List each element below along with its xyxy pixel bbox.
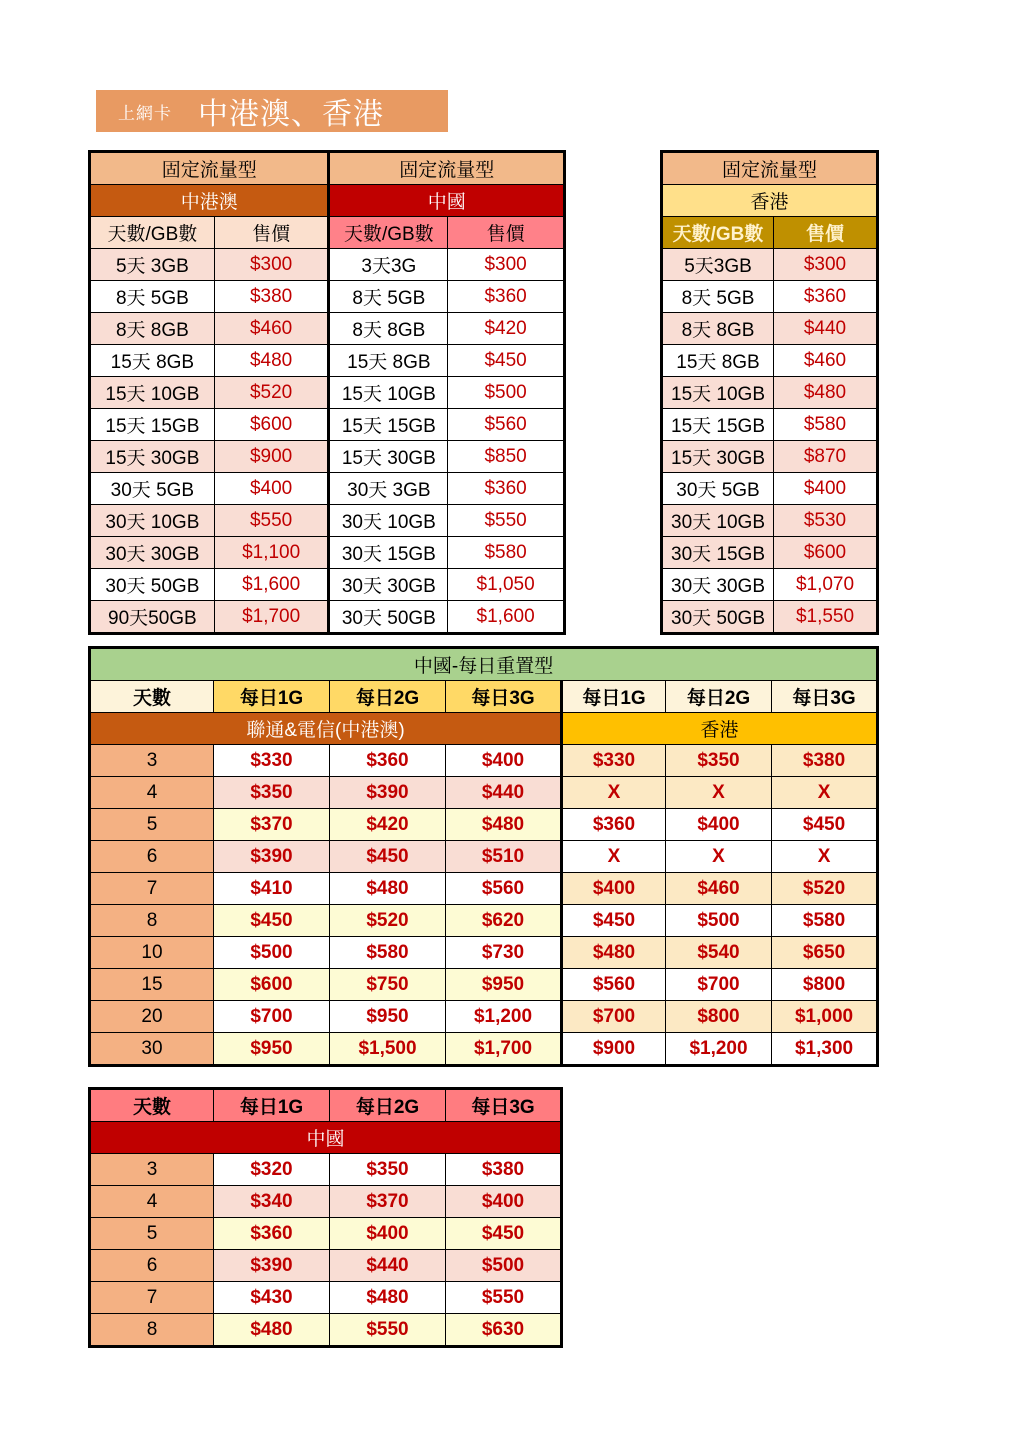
price-cell: $560 [448, 409, 565, 441]
plan-cell: 15天 15GB [329, 409, 448, 441]
table-row [662, 345, 878, 377]
days-cell: 8 [90, 905, 214, 937]
price-cell: $460 [666, 873, 772, 905]
days-cell: 4 [90, 777, 214, 809]
price-cell: $600 [214, 969, 330, 1001]
page-title-banner [96, 90, 448, 132]
price-cell: $1,050 [448, 569, 565, 601]
price-cell: $480 [330, 1282, 446, 1314]
fixed-quota-table-cn [88, 150, 566, 635]
price-cell: $510 [446, 841, 562, 873]
price-cell: $390 [214, 1250, 330, 1282]
price-cell: $410 [214, 873, 330, 905]
price-cell: $530 [774, 505, 878, 537]
col-header-2g-left: 每日2G [330, 681, 446, 713]
price-cell: $1,000 [772, 1001, 878, 1033]
table-row-group-header [90, 713, 878, 745]
plan-cell: 15天 30GB [662, 441, 774, 473]
price-cell: $630 [446, 1314, 562, 1347]
table-row-column-header [662, 217, 878, 249]
price-cell: $400 [446, 745, 562, 777]
price-cell: $450 [448, 345, 565, 377]
price-cell: $460 [774, 345, 878, 377]
price-cell: $1,070 [774, 569, 878, 601]
plan-cell: 15天 8GB [662, 345, 774, 377]
price-cell: $520 [214, 377, 329, 409]
price-cell: $380 [214, 281, 329, 313]
plan-cell: 30天 30GB [329, 569, 448, 601]
price-cell: $870 [774, 441, 878, 473]
price-cell: $1,550 [774, 601, 878, 634]
col-header-3g-left: 每日3G [446, 681, 562, 713]
table-row [662, 601, 878, 634]
table-row [90, 473, 565, 505]
table-row [90, 1154, 562, 1186]
price-cell: $1,200 [446, 1001, 562, 1033]
price-cell: $380 [446, 1154, 562, 1186]
price-cell: $550 [446, 1282, 562, 1314]
price-cell: $850 [448, 441, 565, 473]
plan-cell: 30天 50GB [662, 601, 774, 634]
price-cell: $1,600 [214, 569, 329, 601]
col-header-1g-right: 每日1G [562, 681, 666, 713]
table-row [90, 249, 565, 281]
price-cell: $500 [446, 1250, 562, 1282]
price-cell: $320 [214, 1154, 330, 1186]
price-cell: $620 [446, 905, 562, 937]
table-row [90, 377, 565, 409]
price-cell: X [666, 841, 772, 873]
price-cell: $400 [774, 473, 878, 505]
price-cell: $1,700 [214, 601, 329, 634]
col-header-price-mid: 售價 [448, 217, 565, 249]
table-row [90, 1001, 878, 1033]
region-label-china: 中國 [329, 185, 565, 217]
days-cell: 6 [90, 1250, 214, 1282]
price-cell: $440 [330, 1250, 446, 1282]
price-cell: $360 [448, 281, 565, 313]
plan-cell: 8天 8GB [662, 313, 774, 345]
table-row-column-header [90, 217, 565, 249]
type-label-right: 固定流量型 [662, 152, 878, 185]
price-cell: $580 [772, 905, 878, 937]
days-cell: 7 [90, 873, 214, 905]
price-cell: X [772, 777, 878, 809]
price-cell: $450 [330, 841, 446, 873]
price-cell: $420 [448, 313, 565, 345]
price-cell: X [666, 777, 772, 809]
price-cell: $350 [214, 777, 330, 809]
plan-cell: 15天 15GB [662, 409, 774, 441]
price-cell: $300 [448, 249, 565, 281]
price-cell: $450 [446, 1218, 562, 1250]
price-cell: $370 [330, 1186, 446, 1218]
plan-cell: 15天 15GB [90, 409, 215, 441]
col-header-1g: 每日1G [214, 1089, 330, 1122]
price-cell: $650 [772, 937, 878, 969]
price-cell: $550 [214, 505, 329, 537]
plan-cell: 8天 5GB [662, 281, 774, 313]
table-row [90, 745, 878, 777]
price-cell: $580 [774, 409, 878, 441]
col-header-days-left: 天數/GB數 [90, 217, 215, 249]
price-cell: $450 [772, 809, 878, 841]
table-row [90, 505, 565, 537]
plan-cell: 30天 5GB [90, 473, 215, 505]
price-cell: X [562, 777, 666, 809]
col-header-days-right: 天數/GB數 [662, 217, 774, 249]
table-row [662, 281, 878, 313]
price-cell: $400 [446, 1186, 562, 1218]
price-cell: $580 [448, 537, 565, 569]
table-row [90, 1186, 562, 1218]
daily-reset-title: 中國-每日重置型 [90, 648, 878, 681]
price-cell: $560 [446, 873, 562, 905]
price-cell: $430 [214, 1282, 330, 1314]
price-cell: X [562, 841, 666, 873]
table-row-type-header [90, 152, 565, 185]
price-cell: $800 [772, 969, 878, 1001]
price-cell: $460 [214, 313, 329, 345]
price-cell: $480 [774, 377, 878, 409]
price-cell: $700 [214, 1001, 330, 1033]
price-cell: $580 [330, 937, 446, 969]
plan-cell: 90天50GB [90, 601, 215, 634]
col-header-price-left: 售價 [214, 217, 329, 249]
days-cell: 5 [90, 1218, 214, 1250]
plan-cell: 15天 30GB [90, 441, 215, 473]
days-cell: 3 [90, 1154, 214, 1186]
price-cell: $400 [666, 809, 772, 841]
table-row [90, 841, 878, 873]
price-cell: $950 [214, 1033, 330, 1066]
price-cell: $360 [214, 1218, 330, 1250]
price-cell: $380 [772, 745, 878, 777]
plan-cell: 3天3G [329, 249, 448, 281]
price-cell: $750 [330, 969, 446, 1001]
region-label-hongkong: 香港 [662, 185, 878, 217]
table-row [662, 505, 878, 537]
plan-cell: 30天 10GB [329, 505, 448, 537]
col-header-3g-right: 每日3G [772, 681, 878, 713]
col-header-days: 天數 [90, 1089, 214, 1122]
price-cell: $540 [666, 937, 772, 969]
group-label-unicom-telecom: 聯通&電信(中港澳) [90, 713, 562, 745]
col-header-1g-left: 每日1G [214, 681, 330, 713]
plan-cell: 30天 5GB [662, 473, 774, 505]
table-row [90, 969, 878, 1001]
price-cell: $360 [774, 281, 878, 313]
plan-cell: 15天 8GB [329, 345, 448, 377]
plan-cell: 30天 15GB [662, 537, 774, 569]
price-cell: $480 [214, 345, 329, 377]
plan-cell: 30天 30GB [90, 537, 215, 569]
table-row [90, 601, 565, 634]
table-row [90, 905, 878, 937]
price-cell: $900 [214, 441, 329, 473]
table-row [662, 409, 878, 441]
table-row [662, 249, 878, 281]
price-cell: $350 [330, 1154, 446, 1186]
price-cell: $500 [448, 377, 565, 409]
price-cell: $520 [772, 873, 878, 905]
price-cell: $330 [562, 745, 666, 777]
price-cell: $450 [214, 905, 330, 937]
price-cell: $360 [562, 809, 666, 841]
price-cell: $520 [330, 905, 446, 937]
price-cell: $1,300 [772, 1033, 878, 1066]
table-row [662, 537, 878, 569]
price-cell: $900 [562, 1033, 666, 1066]
price-cell: $390 [330, 777, 446, 809]
price-cell: $480 [214, 1314, 330, 1347]
table-row [90, 873, 878, 905]
price-cell: $330 [214, 745, 330, 777]
price-cell: $480 [446, 809, 562, 841]
plan-cell: 15天 10GB [329, 377, 448, 409]
plan-cell: 8天 8GB [329, 313, 448, 345]
table-row [90, 313, 565, 345]
col-header-price-right: 售價 [774, 217, 878, 249]
table-row [90, 409, 565, 441]
price-cell: $300 [214, 249, 329, 281]
table-row [90, 1282, 562, 1314]
table-row-column-header [90, 681, 878, 713]
region-label-cn-hk-mo: 中港澳 [90, 185, 329, 217]
price-cell: $370 [214, 809, 330, 841]
table-row [90, 441, 565, 473]
plan-cell: 30天 50GB [90, 569, 215, 601]
price-cell: X [772, 841, 878, 873]
days-cell: 7 [90, 1282, 214, 1314]
plan-cell: 30天 10GB [90, 505, 215, 537]
price-cell: $550 [448, 505, 565, 537]
plan-cell: 5天3GB [662, 249, 774, 281]
daily-china-table [88, 1087, 563, 1348]
price-cell: $360 [448, 473, 565, 505]
days-cell: 15 [90, 969, 214, 1001]
plan-cell: 8天 5GB [329, 281, 448, 313]
price-cell: $950 [446, 969, 562, 1001]
price-cell: $730 [446, 937, 562, 969]
price-cell: $1,500 [330, 1033, 446, 1066]
price-cell: $300 [774, 249, 878, 281]
table-row [90, 537, 565, 569]
price-cell: $1,100 [214, 537, 329, 569]
price-cell: $400 [214, 473, 329, 505]
days-cell: 3 [90, 745, 214, 777]
plan-cell: 30天 50GB [329, 601, 448, 634]
days-cell: 6 [90, 841, 214, 873]
days-cell: 4 [90, 1186, 214, 1218]
price-cell: $480 [562, 937, 666, 969]
price-cell: $700 [562, 1001, 666, 1033]
table-row [90, 1033, 878, 1066]
type-label-mid: 固定流量型 [329, 152, 565, 185]
price-cell: $1,600 [448, 601, 565, 634]
price-cell: $350 [666, 745, 772, 777]
days-cell: 5 [90, 809, 214, 841]
plan-cell: 8天 5GB [90, 281, 215, 313]
table-row [90, 345, 565, 377]
price-cell: $800 [666, 1001, 772, 1033]
table-row [662, 473, 878, 505]
table-row-title [90, 648, 878, 681]
table-row-region-header [662, 185, 878, 217]
plan-cell: 8天 8GB [90, 313, 215, 345]
price-cell: $500 [214, 937, 330, 969]
title-badge-label: 上網卡 [118, 103, 172, 123]
table-row [90, 1250, 562, 1282]
table-row [90, 777, 878, 809]
plan-cell: 15天 10GB [662, 377, 774, 409]
days-cell: 20 [90, 1001, 214, 1033]
table-row [90, 1314, 562, 1347]
price-cell: $700 [666, 969, 772, 1001]
table-row-type-header [662, 152, 878, 185]
table-row [662, 441, 878, 473]
price-cell: $440 [774, 313, 878, 345]
price-cell: $390 [214, 841, 330, 873]
price-cell: $450 [562, 905, 666, 937]
col-header-days: 天數 [90, 681, 214, 713]
daily-reset-table [88, 646, 879, 1067]
fixed-quota-table-hk [660, 150, 879, 635]
price-cell: $440 [446, 777, 562, 809]
price-cell: $400 [330, 1218, 446, 1250]
price-cell: $600 [774, 537, 878, 569]
plan-cell: 30天 3GB [329, 473, 448, 505]
type-label-left: 固定流量型 [90, 152, 329, 185]
table-row [90, 1218, 562, 1250]
table-row-region-header [90, 185, 565, 217]
price-cell: $600 [214, 409, 329, 441]
plan-cell: 15天 30GB [329, 441, 448, 473]
price-cell: $420 [330, 809, 446, 841]
table-row [662, 313, 878, 345]
col-header-2g: 每日2G [330, 1089, 446, 1122]
col-header-2g-right: 每日2G [666, 681, 772, 713]
price-cell: $360 [330, 745, 446, 777]
price-cell: $550 [330, 1314, 446, 1347]
plan-cell: 30天 15GB [329, 537, 448, 569]
table-row [90, 569, 565, 601]
table-row [662, 569, 878, 601]
table-row-column-header [90, 1089, 562, 1122]
plan-cell: 30天 30GB [662, 569, 774, 601]
price-cell: $500 [666, 905, 772, 937]
price-cell: $950 [330, 1001, 446, 1033]
table-row [90, 937, 878, 969]
days-cell: 8 [90, 1314, 214, 1347]
price-cell: $480 [330, 873, 446, 905]
table-row-group-header [90, 1122, 562, 1154]
price-cell: $340 [214, 1186, 330, 1218]
col-header-days-mid: 天數/GB數 [329, 217, 448, 249]
table-row [90, 281, 565, 313]
table-row [90, 809, 878, 841]
price-cell: $560 [562, 969, 666, 1001]
price-cell: $1,200 [666, 1033, 772, 1066]
page-title: 中港澳、香港 [198, 98, 384, 131]
days-cell: 30 [90, 1033, 214, 1066]
group-label-china: 中國 [90, 1122, 562, 1154]
plan-cell: 15天 8GB [90, 345, 215, 377]
plan-cell: 15天 10GB [90, 377, 215, 409]
price-cell: $400 [562, 873, 666, 905]
price-cell: $1,700 [446, 1033, 562, 1066]
plan-cell: 30天 10GB [662, 505, 774, 537]
plan-cell: 5天 3GB [90, 249, 215, 281]
col-header-3g: 每日3G [446, 1089, 562, 1122]
days-cell: 10 [90, 937, 214, 969]
group-label-hongkong: 香港 [562, 713, 878, 745]
table-row [662, 377, 878, 409]
